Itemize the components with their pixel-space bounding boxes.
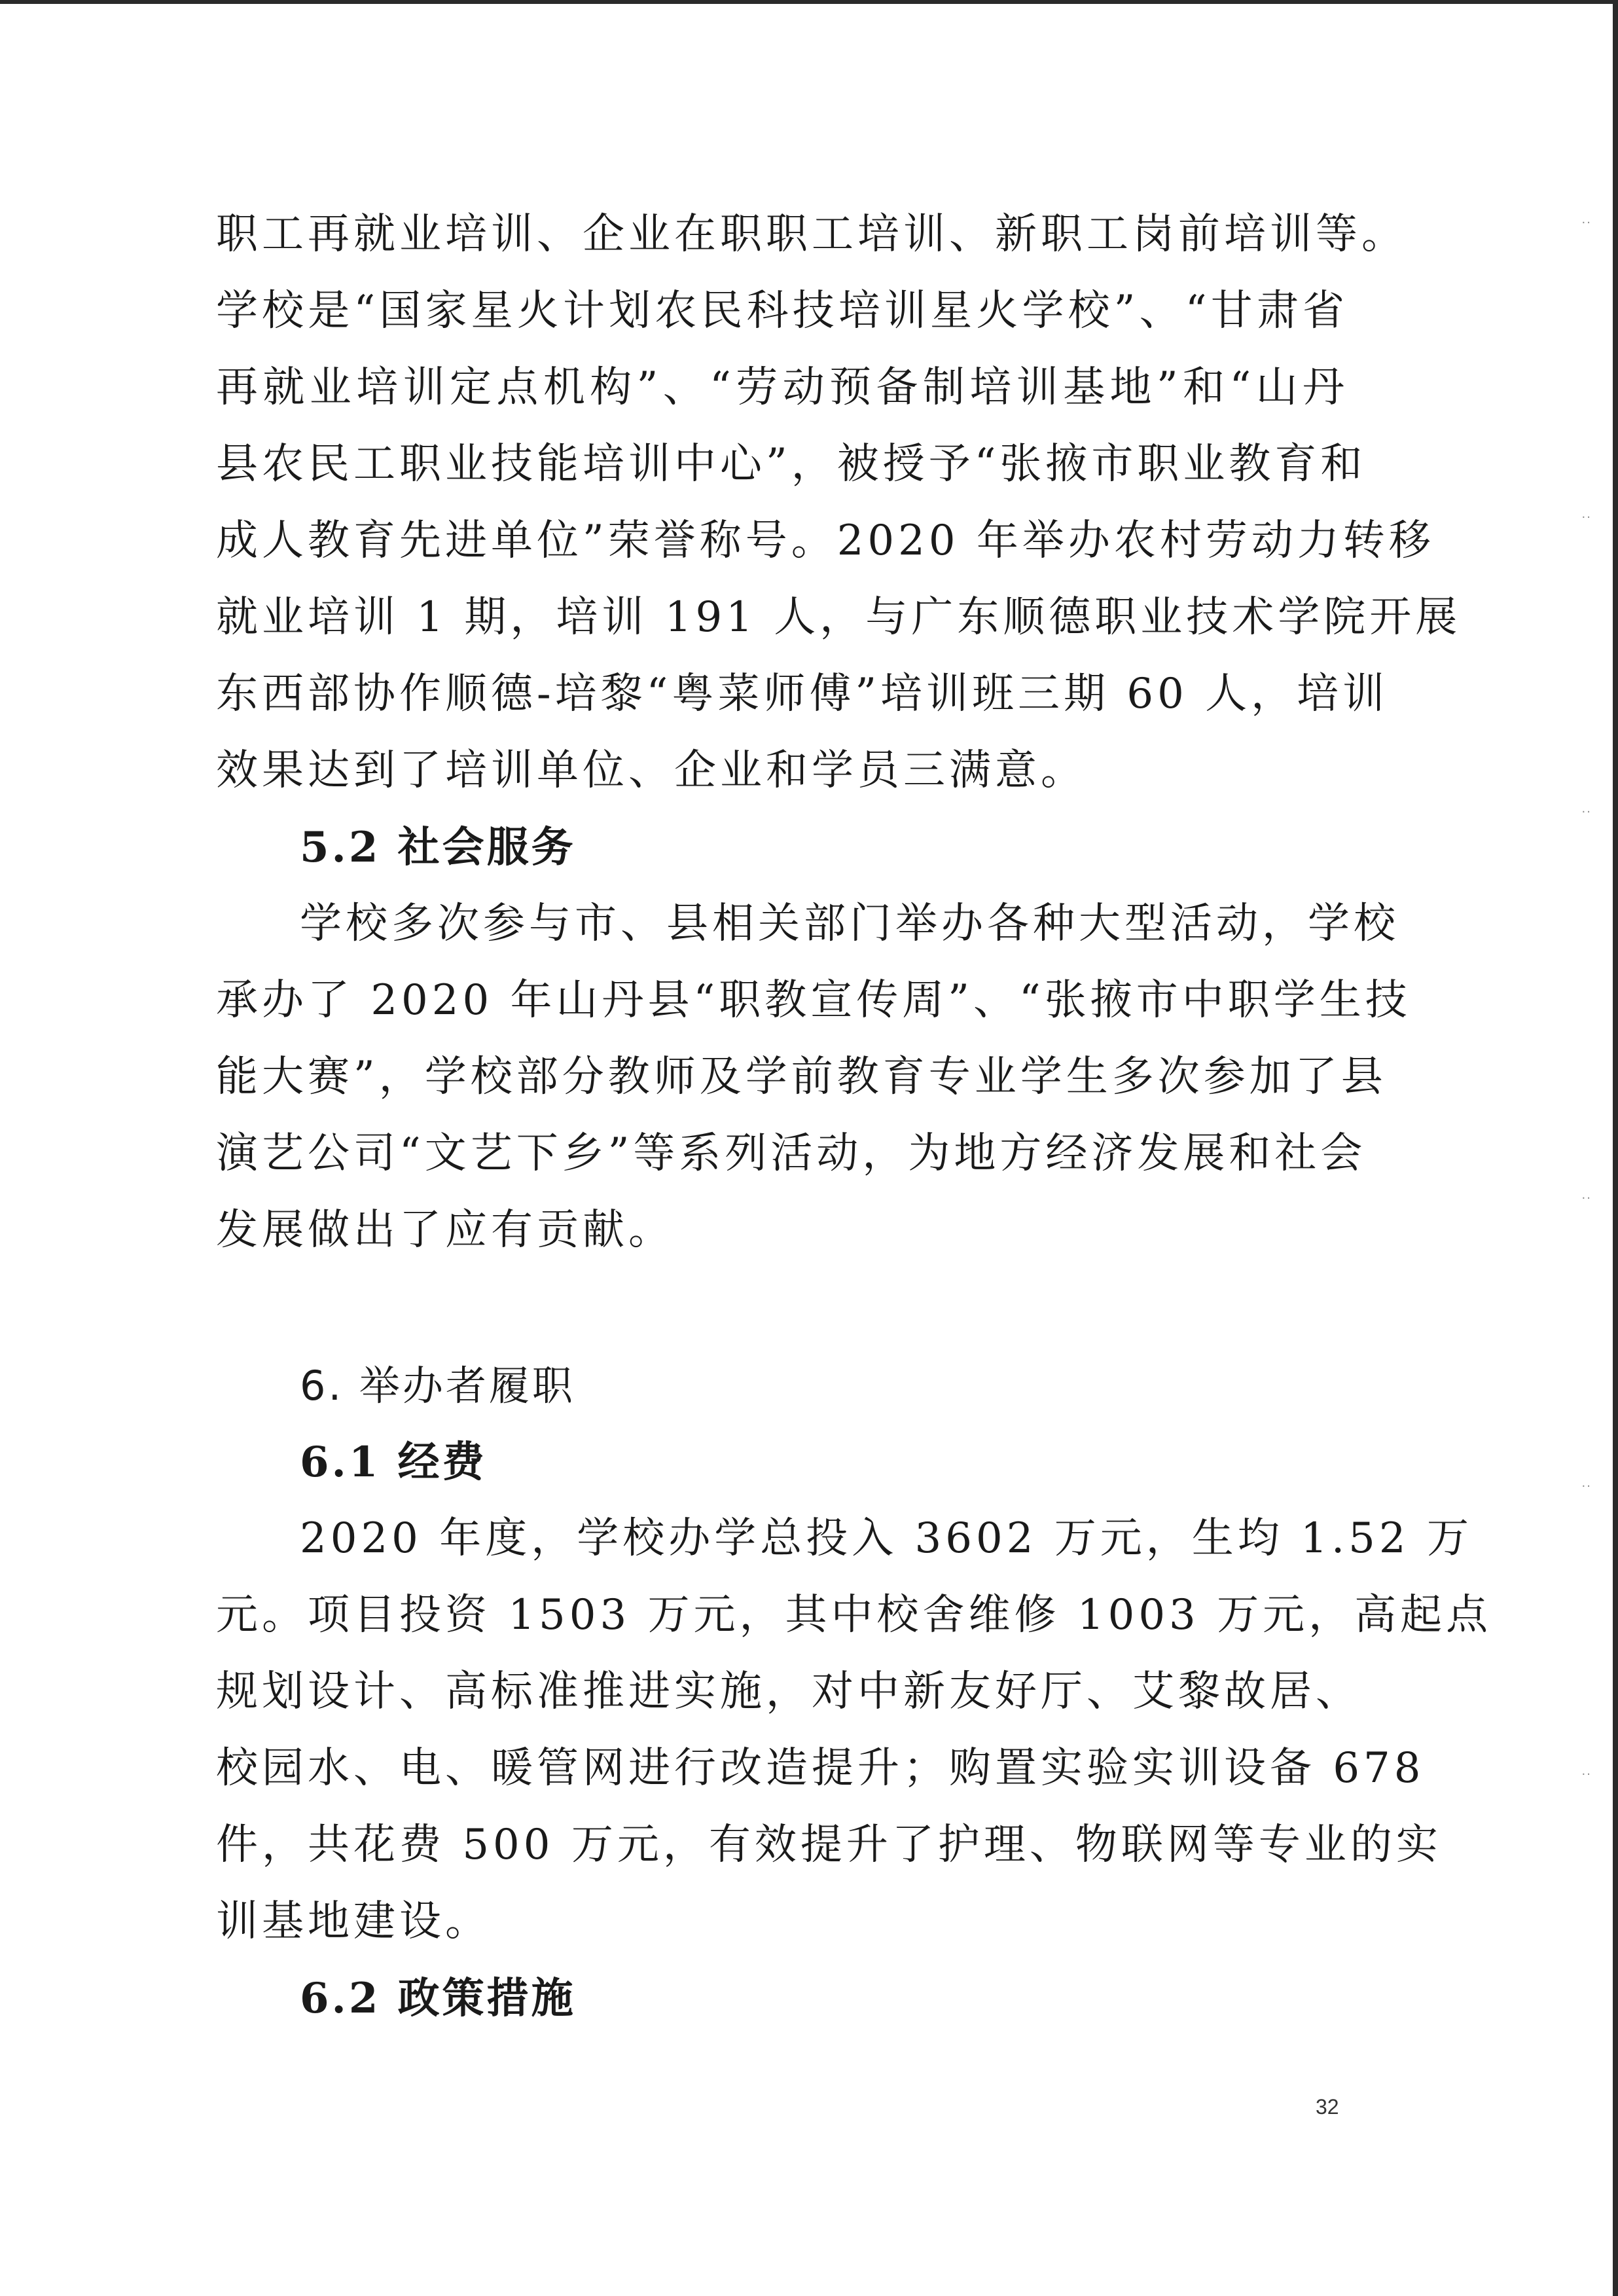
- paragraph-funding: [216, 1501, 1492, 1960]
- text-line: 发展做出了应有贡献。: [216, 1206, 674, 1254]
- scan-margin-mark: ··: [1581, 1768, 1592, 1781]
- text-line: 训基地建设。: [216, 1897, 491, 1946]
- scan-margin-mark: ··: [1581, 805, 1592, 819]
- text-line: 承办了 2020 年山丹县“职教宣传周”、“张掖市中职学生技: [216, 976, 1411, 1025]
- page-edge-right: [1613, 0, 1618, 2296]
- text-line: 能大赛”，学校部分教师及学前教育专业学生多次参加了县: [216, 1053, 1387, 1101]
- text-line: 学校多次参与市、县相关部门举办各种大型活动，学校: [300, 900, 1399, 948]
- page-edge-top: [0, 0, 1618, 4]
- text-line: 成人教育先进单位”荣誉称号。2020 年举办农村劳动力转移: [216, 517, 1435, 565]
- text-line: 县农民工职业技能培训中心”，被授予“张掖市职业教育和: [216, 440, 1367, 488]
- section-spacer: [216, 1269, 1348, 1347]
- page-number: 32: [1316, 2095, 1339, 2119]
- text-line: 就业培训 1 期，培训 191 人，与广东顺德职业技术学院开展: [216, 593, 1462, 642]
- heading-policy-measures: 6.2 政策措施: [300, 1974, 576, 2023]
- scan-margin-mark: ··: [1581, 511, 1592, 524]
- heading-social-service: 5.2 社会服务: [300, 823, 576, 872]
- text-line: 效果达到了培训单位、企业和学员三满意。: [216, 746, 1087, 795]
- text-line: 东西部协作顺德-培黎“粤菜师傅”培训班三期 60 人，培训: [216, 670, 1389, 718]
- text-line: 职工再就业培训、企业在职职工培训、新职工岗前培训等。: [216, 210, 1407, 259]
- scan-margin-mark: ··: [1581, 216, 1592, 230]
- paragraph-social-service: [216, 886, 1411, 1269]
- text-line: 学校是“国家星火计划农民科技培训星火学校”、“甘肃省: [216, 287, 1348, 335]
- text-line: 2020 年度，学校办学总投入 3602 万元，生均 1.52 万: [300, 1514, 1473, 1563]
- text-line: 规划设计、高标准推进实施，对中新友好厅、艾黎故居、: [216, 1667, 1361, 1716]
- heading-sponsor-duties: 6. 举办者履职: [300, 1362, 575, 1410]
- scan-margin-mark: ··: [1581, 1192, 1592, 1205]
- heading-funding: 6.1 经费: [300, 1438, 487, 1487]
- text-line: 元。项目投资 1503 万元，其中校舍维修 1003 万元，高起点: [216, 1591, 1492, 1639]
- document-body: [216, 196, 1492, 2037]
- scan-margin-mark: ··: [1581, 1480, 1592, 1493]
- text-line: 再就业培训定点机构”、“劳动预备制培训基地”和“山丹: [216, 363, 1348, 412]
- text-line: 件，共花费 500 万元，有效提升了护理、物联网等专业的实: [216, 1821, 1442, 1869]
- paragraph-training: [216, 196, 1462, 809]
- text-line: 校园水、电、暖管网进行改造提升；购置实验实训设备 678: [216, 1744, 1425, 1793]
- text-line: 演艺公司“文艺下乡”等系列活动，为地方经济发展和社会: [216, 1129, 1367, 1178]
